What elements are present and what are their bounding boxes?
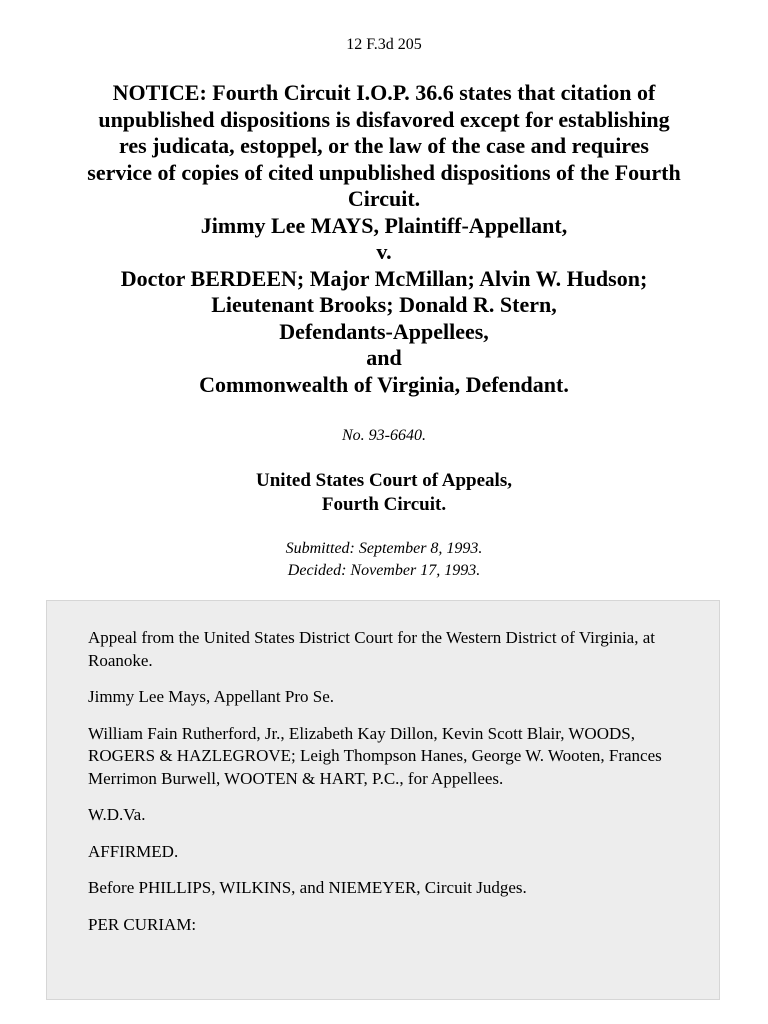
notice-line-3: res judicata, estoppel, or the law of the case and requires [118, 133, 649, 158]
case-dates [0, 538, 768, 582]
and-line: and [366, 345, 402, 370]
defendants-line-1: Doctor BERDEEN; Major McMillan; Alvin W. Hudson; [120, 265, 648, 291]
court-name [0, 469, 768, 517]
notice-line-5: Circuit. [347, 186, 421, 211]
case-heading [44, 80, 724, 398]
case-citation: 12 F.3d 205 [346, 36, 422, 53]
defendant-commonwealth-line: Commonwealth of Virginia, Defendant. [199, 371, 569, 397]
decided-date: Decided: November 17, 1993. [287, 562, 481, 579]
notice-line-1: NOTICE: Fourth Circuit I.O.P. 36.6 states that citation of [112, 80, 656, 105]
counsel-text: William Fain Rutherford, Jr., Elizabeth Kay Dillon, Kevin Scott Blair, WOODS, ROGERS & HAZLEGROVE; Leigh Thompson Hanes, George W. Wooten, Frances Merrimon Burwell, WOOTEN & HART, P.C., for Appellees. [88, 723, 662, 788]
versus-line: v. [376, 239, 392, 264]
case-details-panel [46, 600, 720, 1000]
appellant-text: Jimmy Lee Mays, Appellant Pro Se. [88, 687, 335, 706]
panel-text: Before PHILLIPS, WILKINS, and NIEMEYER, Circuit Judges. [88, 878, 527, 897]
defendants-line-2: Lieutenant Brooks; Donald R. Stern, [211, 292, 557, 317]
notice-line-4: service of copies of cited unpublished dispositions of the Fourth [87, 159, 681, 185]
docket-number: No. 93-6640. [342, 427, 426, 444]
appeal-from-text: Appeal from the United States District Court for the Western District of Virginia, at Roanoke. [88, 628, 655, 670]
defendants-role-line: Defendants-Appellees, [279, 318, 489, 344]
plaintiff-line: Jimmy Lee MAYS, Plaintiff-Appellant, [200, 212, 568, 238]
per-curiam-text: PER CURIAM: [88, 914, 197, 934]
court-line-1: United States Court of Appeals, [256, 470, 512, 491]
court-line-2: Fourth Circuit. [321, 494, 447, 515]
notice-line-2: unpublished dispositions is disfavored except for establishing [98, 106, 670, 132]
submitted-date: Submitted: September 8, 1993. [285, 540, 483, 557]
case-details-content [88, 627, 688, 950]
disposition-text: AFFIRMED. [88, 841, 179, 861]
district-text: W.D.Va. [88, 805, 146, 824]
